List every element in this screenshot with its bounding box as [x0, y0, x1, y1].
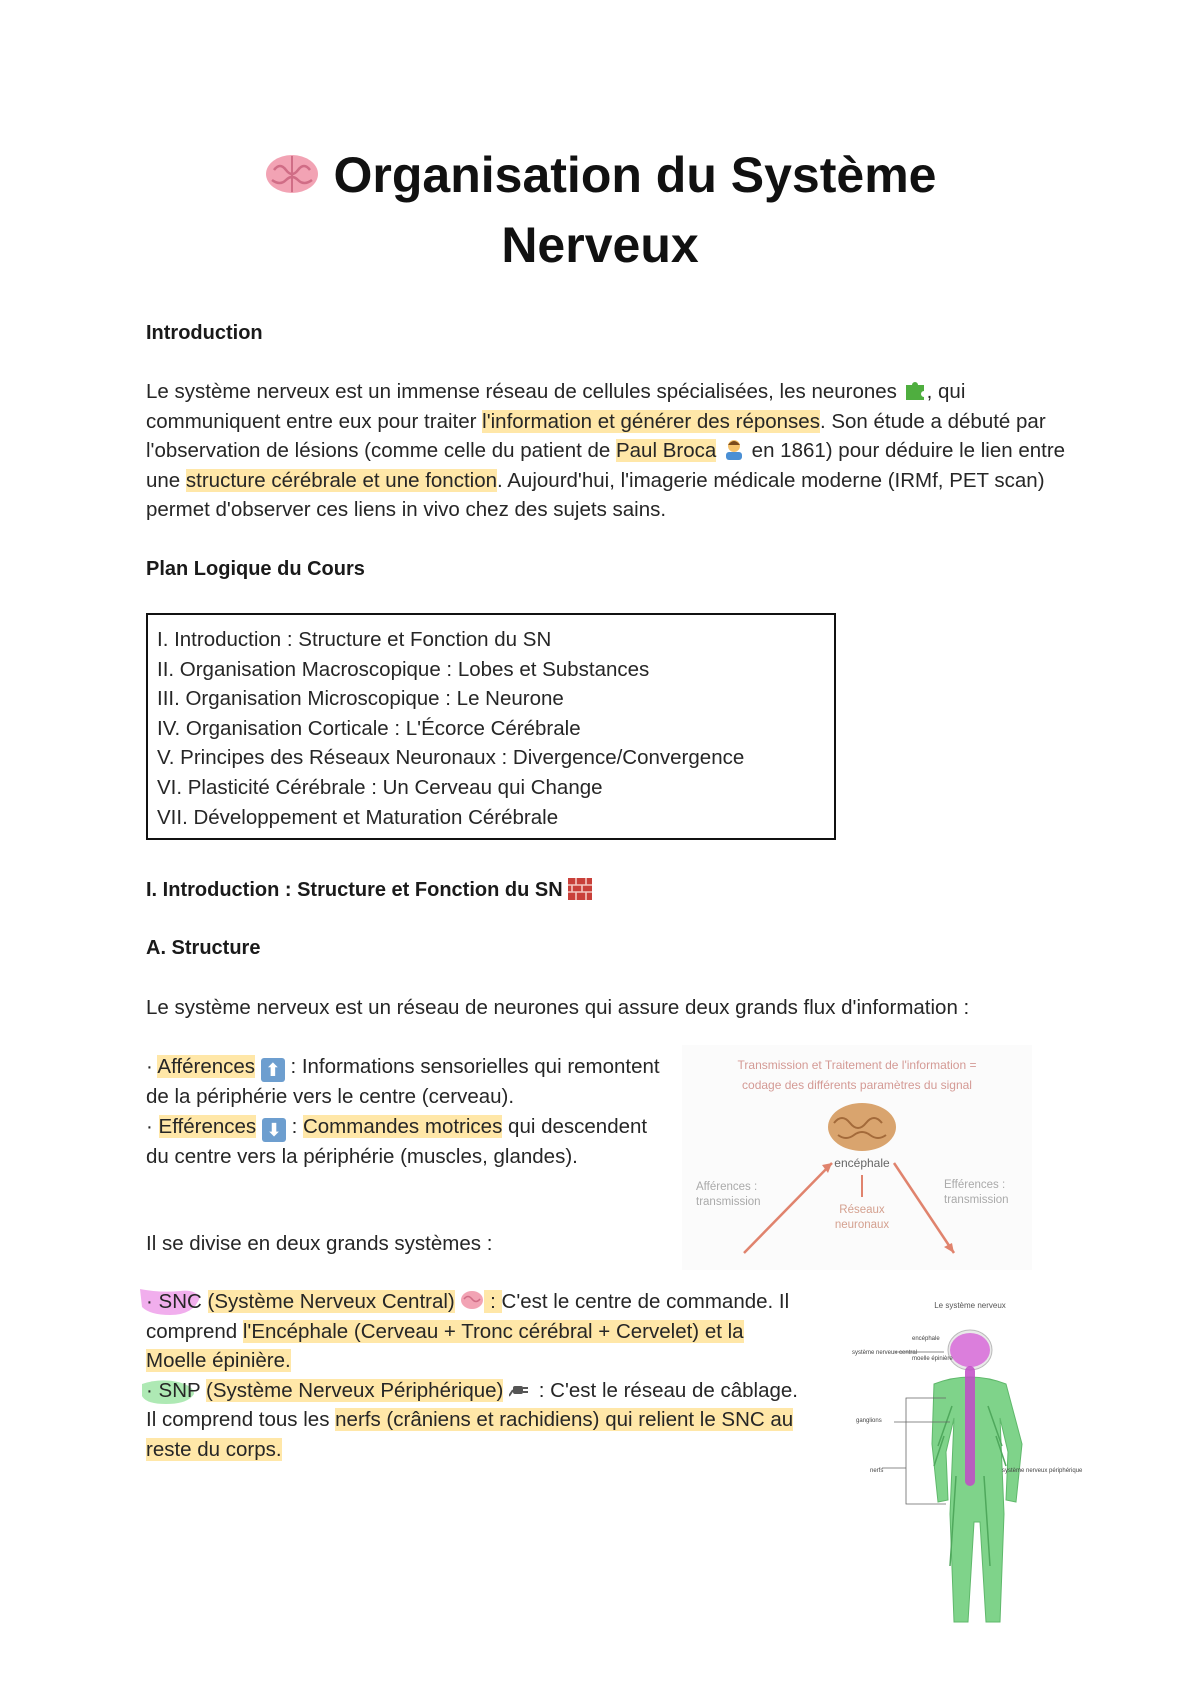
- title-line-2: Nerveux: [501, 217, 699, 273]
- afferences-text: : Informations sensorielles qui remontent de la périphérie vers le centre (cerveau).: [146, 1055, 660, 1108]
- spinal-cord-highlight: [965, 1366, 975, 1486]
- afferences-item: [146, 1052, 666, 1112]
- fig1-reseaux: Réseaux: [839, 1204, 885, 1216]
- intro-text-2: , qui communiquent entre eux pour traiter: [146, 380, 966, 433]
- plan-item: II. Organisation Macroscopique : Lobes et Substances: [157, 657, 650, 681]
- efferences-item: [146, 1112, 666, 1172]
- up-arrow-icon: ⬆: [261, 1058, 285, 1082]
- brain-icon: [264, 152, 320, 196]
- fig1-afferences-2: transmission: [696, 1196, 761, 1208]
- intro-highlight-information: l'information et générer des réponses: [482, 409, 820, 433]
- efferent-arrowhead: [944, 1243, 954, 1253]
- brick-icon: [568, 878, 592, 900]
- snp-item: [146, 1376, 806, 1465]
- fig2-caption: Le système nerveux: [934, 1301, 1006, 1310]
- plan-item: V. Principes des Réseaux Neuronaux : Divergence/Convergence: [157, 746, 745, 770]
- fig2-label-ganglions: ganglions: [856, 1418, 882, 1424]
- transmission-figure: [682, 1045, 1032, 1270]
- snc-colon: :: [484, 1290, 502, 1313]
- fig2-label-snp: système nerveux périphérique: [1002, 1468, 1083, 1474]
- snp-highlight: nerfs (crâniens et rachidiens) qui relient le SNC au reste du corps.: [146, 1408, 794, 1461]
- section-1-heading-text: I. Introduction : Structure et Fonction du SN: [146, 879, 563, 901]
- page-title: [120, 140, 1080, 280]
- snc-highlight: l'Encéphale (Cerveau + Tronc cérébral + Cervelet) et la Moelle épinière.: [146, 1319, 744, 1372]
- bullet: ·: [146, 1378, 159, 1402]
- brain-illustration: [828, 1103, 896, 1151]
- plan-box: [146, 613, 836, 840]
- scientist-icon: [722, 438, 746, 460]
- bullet: ·: [146, 1114, 159, 1138]
- snp-label: SNP: [158, 1378, 201, 1402]
- fig1-neuronaux: neuronaux: [834, 1219, 890, 1231]
- intro-text-3: . Son étude a débuté par l'observation de lésions (comme celle du patient de: [146, 409, 1046, 462]
- bullet: ·: [146, 1055, 158, 1078]
- structure-subheading: A. Structure: [146, 937, 261, 959]
- brain-highlight: [950, 1333, 990, 1367]
- intro-highlight-structure: structure cérébrale et une fonction: [185, 468, 497, 492]
- fig2-label-encephale: encéphale: [912, 1336, 940, 1342]
- flux-list: [146, 1052, 666, 1171]
- efferent-arrow: [894, 1163, 954, 1253]
- body-illustration: [932, 1330, 1022, 1622]
- introduction-paragraph: [146, 377, 1066, 525]
- section-1-heading: [146, 878, 592, 902]
- intro-highlight-broca: Paul Broca: [615, 439, 717, 462]
- plan-item: I. Introduction : Structure et Fonction du SN: [157, 628, 552, 651]
- puzzle-icon: [903, 379, 927, 401]
- snc-label: SNC: [158, 1290, 202, 1313]
- afferent-arrow: [744, 1163, 832, 1253]
- intro-text-1: Le système nerveux est un immense réseau de cellules spécialisées, les neurones: [146, 380, 903, 403]
- nervous-system-figure: [852, 1296, 1088, 1630]
- fig1-efferences-1: Efférences :: [944, 1179, 1006, 1191]
- fig2-label-moelle: moelle épinière: [912, 1356, 953, 1362]
- plan-heading: Plan Logique du Cours: [146, 558, 365, 580]
- fig1-efferences-2: transmission: [944, 1194, 1009, 1206]
- fig2-label-snc: système nerveux central: [852, 1350, 918, 1356]
- intro-text-5: . Aujourd'hui, l'imagerie médicale moderne (IRMf, PET scan) permet d'observer ces liens in vivo chez des sujets sains.: [146, 468, 1045, 521]
- fig1-encephale: encéphale: [834, 1156, 890, 1170]
- divise-text: Il se divise en deux grands systèmes :: [146, 1232, 493, 1255]
- snc-item: [146, 1287, 806, 1376]
- plan-item: VII. Développement et Maturation Cérébrale: [157, 805, 559, 829]
- fig1-title-1: Transmission et Traitement de l'information =: [737, 1058, 977, 1072]
- efferences-separator: :: [285, 1114, 303, 1138]
- fig2-label-nerfs: nerfs: [870, 1468, 884, 1474]
- introduction-heading: Introduction: [146, 322, 263, 344]
- efferences-label: Efférences: [158, 1114, 257, 1138]
- systems-list: [146, 1287, 806, 1464]
- bullet: ·: [146, 1290, 159, 1313]
- fig1-afferences-1: Afférences :: [696, 1181, 758, 1193]
- efferences-highlight: Commandes motrices: [302, 1114, 503, 1138]
- snp-text: : C'est le réseau de câblage. Il comprend tous les: [146, 1378, 798, 1431]
- structure-intro: Le système nerveux est un réseau de neurones qui assure deux grands flux d'information :: [146, 996, 970, 1019]
- afferences-label: Afférences: [157, 1055, 256, 1078]
- snc-fullname: (Système Nerveux Central): [207, 1290, 455, 1313]
- efferences-text: qui descendent du centre vers la périphérie (muscles, glandes).: [146, 1114, 648, 1168]
- fig1-title-2: codage des différents paramètres du signal: [742, 1078, 972, 1092]
- brain-icon: [460, 1289, 484, 1311]
- title-line-1: Organisation du Système: [333, 147, 937, 203]
- snc-text: C'est le centre de commande. Il comprend: [146, 1290, 790, 1343]
- plan-item: IV. Organisation Corticale : L'Écorce Cérébrale: [157, 716, 581, 740]
- plan-item: VI. Plasticité Cérébrale : Un Cerveau qui Change: [157, 775, 603, 799]
- down-arrow-icon: ⬇: [262, 1118, 286, 1142]
- plan-item: III. Organisation Microscopique : Le Neurone: [157, 687, 564, 711]
- plug-icon: [509, 1378, 533, 1400]
- snp-fullname: (Système Nerveux Périphérique): [206, 1378, 504, 1402]
- intro-text-4: en 1861) pour déduire le lien entre une: [146, 439, 1066, 492]
